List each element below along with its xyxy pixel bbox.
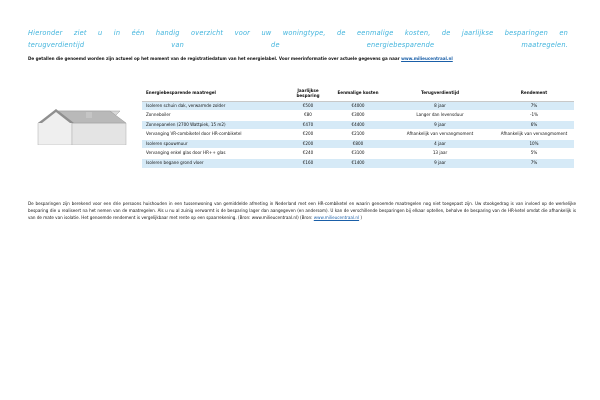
cell-rendement: 6%	[494, 120, 574, 130]
cell-besparing: €160	[286, 159, 330, 169]
cell-maatregel: Isoleren begane grond vloer	[142, 159, 286, 169]
cell-besparing: €200	[286, 130, 330, 140]
cell-kosten: €1400	[330, 159, 386, 169]
cell-kosten: €2100	[330, 130, 386, 140]
cell-besparing: €240	[286, 149, 330, 159]
cell-besparing: €470	[286, 120, 330, 130]
cell-rendement: -1%	[494, 111, 574, 121]
cell-maatregel: Vervanging enkel glas door HR++ glas	[142, 149, 286, 159]
cell-terugverdientijd: 4 jaar	[386, 139, 494, 149]
cell-kosten: €3000	[330, 111, 386, 121]
cell-rendement: 7%	[494, 101, 574, 111]
footer-body: De besparingen zijn berekend voor een drie persoons huishouden in een tussenwoning van gemiddelde afmeting in Nederland met een HR-combiketel en waarin genoemde maatregelen nog niet toegepast zijn. Uw stookgedrag is van invloed op de werkelijke besparing die u realiseert na het nemen van de maatregelen. Als u nu al zuinig verwarmt is de besparing lager dan aangegeven (en andersom). U kan de verschillende besparingen bij elkaar optellen, behalve de besparing van de HR-ketel omdat die afhankelijk is van de mate van isolatie. Het genoemde rendement is vergelijkbaar met rente op een spaarrekening. (Bron: www.milieucentraal.nl) (Bron:	[28, 201, 576, 221]
cell-besparing: €200	[286, 139, 330, 149]
header-kosten: Eenmalige kosten	[330, 85, 386, 101]
data-note-text: De getallen die genoemd worden zijn actueel op het moment van de registratiedatum van het energielabel. Voor meerinformatie over actuele gegevens ga naar	[28, 56, 402, 61]
cell-rendement: 10%	[494, 139, 574, 149]
cell-terugverdientijd: Langer dan levensduur	[386, 111, 494, 121]
table-header-row	[142, 85, 574, 101]
cell-terugverdientijd: 9 jaar	[386, 120, 494, 130]
footer-tail: )	[359, 215, 363, 221]
table-row	[142, 130, 574, 140]
cell-terugverdientijd: 9 jaar	[386, 159, 494, 169]
data-note	[28, 55, 576, 62]
cell-kosten: €4000	[330, 101, 386, 111]
header-rendement: Rendement	[494, 85, 574, 101]
cell-besparing: €500	[286, 101, 330, 111]
header-maatregel: Energiebesparende maatregel	[142, 85, 286, 101]
cell-maatregel: Zonneboiler	[142, 111, 286, 121]
cell-rendement: 5%	[494, 149, 574, 159]
table-row	[142, 111, 574, 121]
intro-text: Hieronder ziet u in één handig overzicht voor uw woningtype, de eenmalige kosten, de jaarlijkse besparingen en terugverdientijd van de energiebesparende maatregelen.	[28, 29, 568, 49]
header-besparing: Jaarlijkse besparing	[286, 85, 330, 101]
cell-maatregel: Isoleren spouwmuur	[142, 139, 286, 149]
header-terugverdientijd: Terugverdientijd	[386, 85, 494, 101]
table-row	[142, 149, 574, 159]
milieucentraal-link[interactable]: www.milieucentraal.nl	[401, 56, 453, 61]
footer-text	[28, 200, 576, 221]
cell-terugverdientijd: 13 jaar	[386, 149, 494, 159]
cell-rendement: Afhankelijk van vervangmoment	[494, 130, 574, 140]
cell-maatregel: Zonnepanelen (2700 Wattpiek, 15 m2)	[142, 120, 286, 130]
cell-terugverdientijd: Afhankelijk van vervangmoment	[386, 130, 494, 140]
table-row	[142, 120, 574, 130]
cell-maatregel: Isoleren schuin dak, verwarmde zolder	[142, 101, 286, 111]
measures-table	[142, 85, 574, 169]
footer-milieucentraal-link[interactable]: www.milieucentraal.nl	[313, 215, 360, 221]
cell-terugverdientijd: 8 jaar	[386, 101, 494, 111]
house-illustration	[34, 107, 130, 145]
cell-kosten: €4400	[330, 120, 386, 130]
cell-kosten: €800	[330, 139, 386, 149]
table-row	[142, 159, 574, 169]
cell-maatregel: Vervanging VR-combiketel door HR-combiketel	[142, 130, 286, 140]
cell-rendement: 7%	[494, 159, 574, 169]
cell-besparing: €80	[286, 111, 330, 121]
table-row	[142, 139, 574, 149]
table-row	[142, 101, 574, 111]
cell-kosten: €3100	[330, 149, 386, 159]
